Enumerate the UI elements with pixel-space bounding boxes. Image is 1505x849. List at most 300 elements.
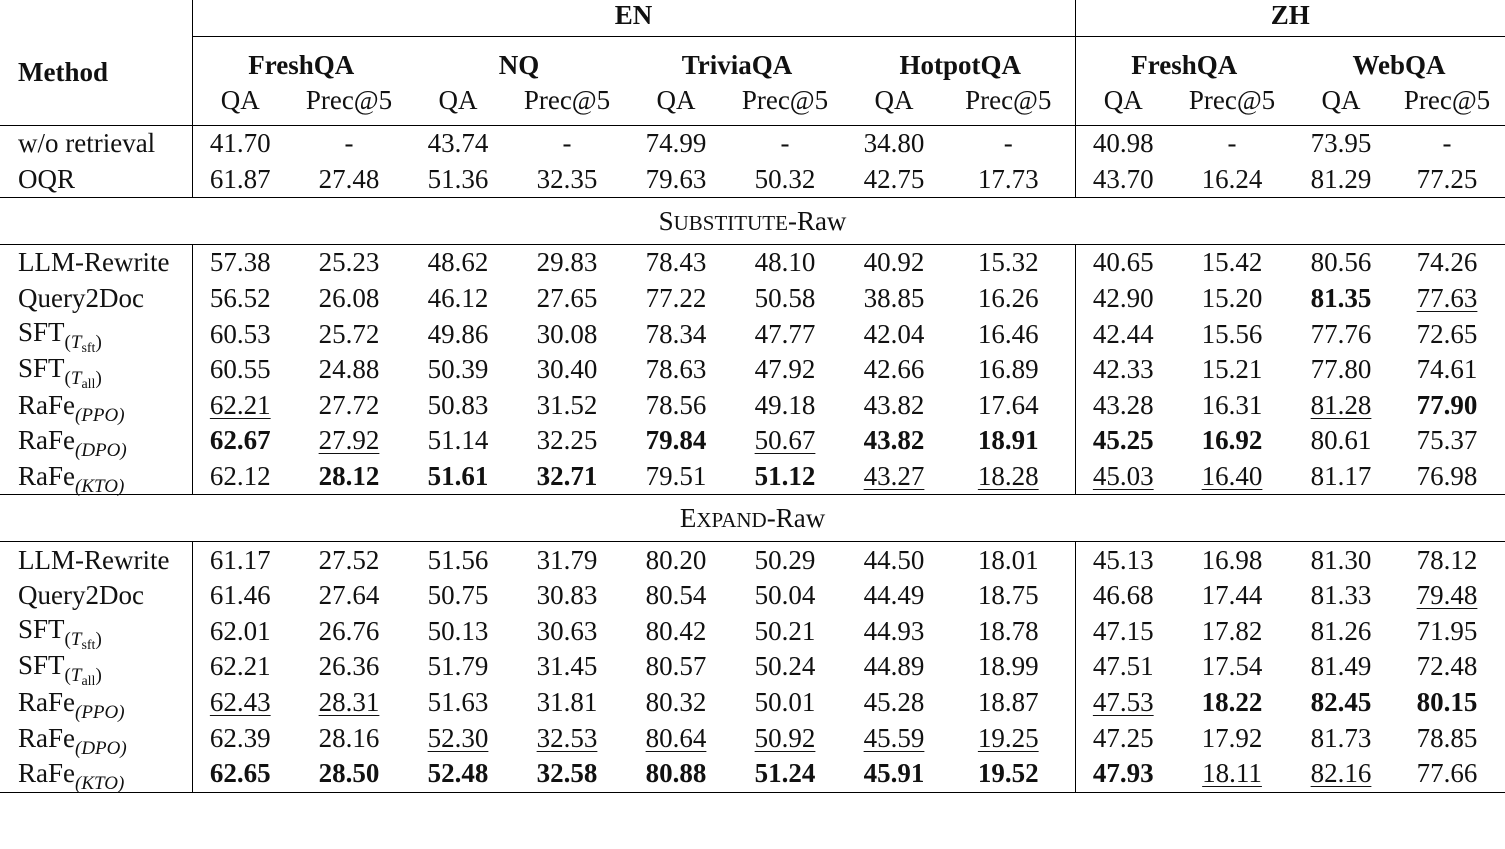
value-text: 43.82 xyxy=(863,389,925,420)
table-row xyxy=(0,614,1505,650)
value-cell xyxy=(846,245,942,281)
value-text: 51.56 xyxy=(427,544,489,575)
table-row xyxy=(0,423,1505,459)
method-name: SFT xyxy=(18,614,65,645)
value-text: 17.54 xyxy=(1201,651,1263,682)
table-row xyxy=(0,352,1505,388)
value-cell xyxy=(1293,316,1389,352)
dataset-label: WebQA xyxy=(1352,49,1446,80)
value-cell xyxy=(288,281,410,317)
method-cell xyxy=(0,126,192,162)
value-cell xyxy=(192,614,288,650)
table-row xyxy=(0,649,1505,685)
value-cell xyxy=(628,649,724,685)
value-text: 82.45 xyxy=(1310,687,1372,718)
method-name: OQR xyxy=(18,163,76,194)
value-text: 28.16 xyxy=(318,722,380,753)
value-text: - xyxy=(344,128,354,159)
value-text: 50.21 xyxy=(754,615,816,646)
value-text: 16.89 xyxy=(977,354,1039,385)
value-text: 81.49 xyxy=(1310,651,1372,682)
metric-header xyxy=(724,81,846,126)
table-row xyxy=(0,126,1505,162)
method-name: SFT xyxy=(18,649,65,680)
metric-header xyxy=(1293,81,1389,126)
value-text: 50.58 xyxy=(754,283,816,314)
value-cell xyxy=(192,126,288,162)
table-row xyxy=(0,162,1505,198)
value-cell xyxy=(846,388,942,424)
value-text: 62.65 xyxy=(209,758,271,789)
value-text: 50.39 xyxy=(427,354,489,385)
value-cell xyxy=(1389,316,1505,352)
value-cell xyxy=(724,459,846,495)
value-text: 24.88 xyxy=(318,354,380,385)
value-text: - xyxy=(1003,128,1013,159)
value-text: 44.50 xyxy=(863,544,925,575)
value-cell xyxy=(1171,685,1293,721)
method-header xyxy=(0,0,192,126)
value-text: 57.38 xyxy=(209,247,271,278)
value-cell xyxy=(410,126,506,162)
value-cell xyxy=(628,162,724,198)
value-cell xyxy=(506,126,628,162)
metric-header xyxy=(1389,81,1505,126)
method-name: RaFe xyxy=(18,425,75,456)
value-text: 45.03 xyxy=(1092,461,1154,492)
value-text: 40.65 xyxy=(1092,247,1154,278)
value-text: 62.67 xyxy=(209,425,271,456)
value-text: 51.12 xyxy=(754,461,816,492)
metric-header xyxy=(192,81,288,126)
value-cell xyxy=(1171,542,1293,578)
value-text: - xyxy=(1227,128,1237,159)
method-cell xyxy=(0,162,192,198)
value-cell xyxy=(628,685,724,721)
method-name: RaFe xyxy=(18,389,75,420)
value-cell xyxy=(1293,388,1389,424)
value-cell xyxy=(192,542,288,578)
value-cell xyxy=(1293,352,1389,388)
value-text: 34.80 xyxy=(863,128,925,159)
value-text: 44.89 xyxy=(863,651,925,682)
method-subscript: (Tall) xyxy=(64,367,102,392)
value-cell xyxy=(1075,459,1171,495)
method-name: LLM-Rewrite xyxy=(18,544,170,575)
value-text: 18.22 xyxy=(1201,687,1263,718)
table-row xyxy=(0,720,1505,756)
value-text: 50.04 xyxy=(754,580,816,611)
method-header-label: Method xyxy=(18,57,108,87)
value-text: 26.76 xyxy=(318,615,380,646)
value-cell xyxy=(192,388,288,424)
table-row xyxy=(0,281,1505,317)
value-cell xyxy=(288,649,410,685)
value-cell xyxy=(288,720,410,756)
subscript-var: T xyxy=(70,664,82,686)
value-text: 51.61 xyxy=(427,461,489,492)
value-cell xyxy=(506,388,628,424)
value-cell xyxy=(1075,649,1171,685)
value-cell xyxy=(1075,756,1171,792)
value-cell xyxy=(942,423,1075,459)
value-text: 31.45 xyxy=(536,651,598,682)
value-text: 16.92 xyxy=(1201,425,1263,456)
value-cell xyxy=(628,281,724,317)
value-cell xyxy=(506,649,628,685)
value-text: 74.26 xyxy=(1416,247,1478,278)
value-text: - xyxy=(1442,128,1452,159)
method-cell xyxy=(0,542,192,578)
value-text: 80.20 xyxy=(645,544,707,575)
value-text: 47.53 xyxy=(1092,687,1154,718)
value-text: 27.72 xyxy=(318,389,380,420)
value-text: 44.93 xyxy=(863,615,925,646)
value-text: 78.63 xyxy=(645,354,707,385)
value-cell xyxy=(1293,423,1389,459)
value-text: 18.99 xyxy=(977,651,1039,682)
value-cell xyxy=(846,162,942,198)
lang-group-en xyxy=(192,0,1075,37)
value-text: 46.68 xyxy=(1092,580,1154,611)
value-cell xyxy=(1389,614,1505,650)
table-row xyxy=(0,316,1505,352)
value-text: 43.70 xyxy=(1092,163,1154,194)
value-cell xyxy=(288,756,410,792)
value-text: 43.27 xyxy=(863,461,925,492)
subscript-index: sft xyxy=(81,638,96,654)
value-cell xyxy=(506,685,628,721)
section-title xyxy=(0,495,1505,542)
value-cell xyxy=(1389,649,1505,685)
value-text: 45.25 xyxy=(1092,425,1154,456)
value-text: 72.48 xyxy=(1416,651,1478,682)
value-text: 49.18 xyxy=(754,389,816,420)
value-cell xyxy=(506,578,628,614)
value-cell xyxy=(1075,245,1171,281)
value-text: 43.28 xyxy=(1092,389,1154,420)
section-title-cap: E xyxy=(679,502,697,533)
method-cell xyxy=(0,245,192,281)
value-text: 42.33 xyxy=(1092,354,1154,385)
value-cell xyxy=(1293,578,1389,614)
value-text: 82.16 xyxy=(1310,758,1372,789)
dataset-header xyxy=(410,37,628,82)
value-text: 17.92 xyxy=(1201,722,1263,753)
section-title-smallcaps: UBSTITUTE xyxy=(673,210,788,235)
value-text: 42.44 xyxy=(1092,318,1154,349)
metric-label: QA xyxy=(874,84,914,115)
value-cell xyxy=(506,423,628,459)
value-cell xyxy=(942,542,1075,578)
section-title-row xyxy=(0,198,1505,245)
lang-group-label: ZH xyxy=(1270,0,1310,30)
value-text: 80.32 xyxy=(645,687,707,718)
value-text: 60.55 xyxy=(209,354,271,385)
method-name: RaFe xyxy=(18,758,75,789)
dataset-header xyxy=(846,37,1075,82)
value-text: 80.61 xyxy=(1310,425,1372,456)
value-cell xyxy=(1389,542,1505,578)
value-text: 29.83 xyxy=(536,247,598,278)
value-text: 40.98 xyxy=(1092,128,1154,159)
value-cell xyxy=(410,578,506,614)
value-cell xyxy=(724,423,846,459)
value-cell xyxy=(410,614,506,650)
value-cell xyxy=(1171,720,1293,756)
value-text: 81.33 xyxy=(1310,580,1372,611)
value-text: 42.75 xyxy=(863,163,925,194)
subscript-index: all xyxy=(81,673,96,689)
value-cell xyxy=(1389,126,1505,162)
value-cell xyxy=(410,388,506,424)
value-cell xyxy=(288,578,410,614)
value-cell xyxy=(724,281,846,317)
value-cell xyxy=(1389,756,1505,792)
value-cell xyxy=(942,281,1075,317)
metric-label: Prec@5 xyxy=(523,84,611,115)
value-cell xyxy=(288,423,410,459)
value-cell xyxy=(1171,281,1293,317)
table-header xyxy=(0,0,1505,126)
value-cell xyxy=(942,578,1075,614)
value-text: 30.83 xyxy=(536,580,598,611)
value-cell xyxy=(628,316,724,352)
value-text: 25.23 xyxy=(318,247,380,278)
value-cell xyxy=(628,614,724,650)
value-text: 47.25 xyxy=(1092,722,1154,753)
value-cell xyxy=(1389,720,1505,756)
value-text: 31.52 xyxy=(536,389,598,420)
value-cell xyxy=(288,316,410,352)
metric-label: QA xyxy=(1321,84,1361,115)
value-text: 62.01 xyxy=(209,615,271,646)
value-text: 50.32 xyxy=(754,163,816,194)
value-text: 15.20 xyxy=(1201,283,1263,314)
value-text: 30.40 xyxy=(536,354,598,385)
value-cell xyxy=(1389,685,1505,721)
value-cell xyxy=(1293,245,1389,281)
value-cell xyxy=(506,614,628,650)
section-title-rest: -Raw xyxy=(787,205,847,236)
value-cell xyxy=(410,162,506,198)
subscript-text: (DPO) xyxy=(75,440,127,462)
value-cell xyxy=(506,756,628,792)
value-cell xyxy=(846,352,942,388)
value-cell xyxy=(1293,126,1389,162)
method-cell xyxy=(0,316,192,357)
value-text: 50.83 xyxy=(427,389,489,420)
metric-header xyxy=(410,81,506,126)
value-cell xyxy=(724,578,846,614)
value-text: 77.63 xyxy=(1416,283,1478,314)
table-row xyxy=(0,578,1505,614)
value-cell xyxy=(628,542,724,578)
value-text: 50.29 xyxy=(754,544,816,575)
value-text: 40.92 xyxy=(863,247,925,278)
method-cell xyxy=(0,459,192,498)
value-text: 51.79 xyxy=(427,651,489,682)
subscript-var: T xyxy=(70,332,82,354)
value-text: 81.28 xyxy=(1310,389,1372,420)
value-cell xyxy=(506,542,628,578)
value-text: 42.66 xyxy=(863,354,925,385)
value-cell xyxy=(724,162,846,198)
value-text: 77.90 xyxy=(1416,389,1478,420)
value-cell xyxy=(846,459,942,495)
value-text: 45.59 xyxy=(863,722,925,753)
value-text: 28.50 xyxy=(318,758,380,789)
value-text: 17.82 xyxy=(1201,615,1263,646)
value-text: 80.57 xyxy=(645,651,707,682)
value-text: 79.84 xyxy=(645,425,707,456)
value-cell xyxy=(628,423,724,459)
value-text: 15.56 xyxy=(1201,318,1263,349)
value-text: 27.52 xyxy=(318,544,380,575)
value-text: 78.43 xyxy=(645,247,707,278)
value-cell xyxy=(1389,459,1505,495)
value-cell xyxy=(288,685,410,721)
value-cell xyxy=(1293,685,1389,721)
value-cell xyxy=(628,578,724,614)
value-cell xyxy=(288,162,410,198)
value-text: 77.25 xyxy=(1416,163,1478,194)
value-cell xyxy=(192,352,288,388)
value-text: 45.13 xyxy=(1092,544,1154,575)
value-text: 73.95 xyxy=(1310,128,1372,159)
value-cell xyxy=(628,459,724,495)
value-cell xyxy=(1389,245,1505,281)
value-cell xyxy=(1293,281,1389,317)
value-cell xyxy=(846,542,942,578)
metric-label: QA xyxy=(656,84,696,115)
value-text: 17.73 xyxy=(977,163,1039,194)
value-cell xyxy=(1389,162,1505,198)
value-cell xyxy=(1171,126,1293,162)
value-text: 45.91 xyxy=(863,758,925,789)
value-text: 79.51 xyxy=(645,461,707,492)
value-cell xyxy=(192,685,288,721)
metric-header xyxy=(628,81,724,126)
dataset-label: FreshQA xyxy=(1131,49,1238,80)
value-cell xyxy=(192,316,288,352)
value-cell xyxy=(628,245,724,281)
method-name: SFT xyxy=(18,352,65,383)
table-row xyxy=(0,459,1505,495)
value-text: 77.76 xyxy=(1310,318,1372,349)
value-text: 18.78 xyxy=(977,615,1039,646)
method-subscript xyxy=(75,440,127,461)
value-cell xyxy=(1075,281,1171,317)
value-text: 18.87 xyxy=(977,687,1039,718)
value-cell xyxy=(1171,245,1293,281)
value-cell xyxy=(724,756,846,792)
value-text: 56.52 xyxy=(209,283,271,314)
table-row xyxy=(0,245,1505,281)
value-cell xyxy=(1075,578,1171,614)
value-text: 71.95 xyxy=(1416,615,1478,646)
value-cell xyxy=(506,281,628,317)
method-cell xyxy=(0,352,192,392)
lang-group-label: EN xyxy=(614,0,653,30)
value-cell xyxy=(506,316,628,352)
value-cell xyxy=(628,352,724,388)
value-cell xyxy=(724,614,846,650)
value-cell xyxy=(410,720,506,756)
header-dataset-row xyxy=(0,37,1505,82)
value-cell xyxy=(1075,685,1171,721)
value-text: 47.93 xyxy=(1092,758,1154,789)
value-cell xyxy=(1171,459,1293,495)
method-subscript: (Tsft) xyxy=(64,629,102,654)
method-cell xyxy=(0,388,192,424)
value-text: 50.92 xyxy=(754,722,816,753)
subscript-index: sft xyxy=(81,341,96,357)
value-text: 16.24 xyxy=(1201,163,1263,194)
value-text: 16.26 xyxy=(977,283,1039,314)
value-cell xyxy=(846,756,942,792)
value-text: 18.01 xyxy=(977,544,1039,575)
subscript-text: (KTO) xyxy=(75,476,125,498)
value-text: 27.65 xyxy=(536,283,598,314)
value-cell xyxy=(1075,614,1171,650)
value-cell xyxy=(1171,162,1293,198)
value-text: 43.82 xyxy=(863,425,925,456)
value-text: 28.12 xyxy=(318,461,380,492)
value-cell xyxy=(846,720,942,756)
value-text: 62.39 xyxy=(209,722,271,753)
value-cell xyxy=(628,720,724,756)
value-cell xyxy=(1389,352,1505,388)
value-text: 32.58 xyxy=(536,758,598,789)
value-cell xyxy=(410,245,506,281)
method-name: SFT xyxy=(18,317,65,348)
value-cell xyxy=(628,756,724,792)
value-text: 81.73 xyxy=(1310,722,1372,753)
value-cell xyxy=(1293,162,1389,198)
value-text: 77.22 xyxy=(645,283,707,314)
value-cell xyxy=(846,649,942,685)
value-cell xyxy=(192,578,288,614)
metric-label: Prec@5 xyxy=(305,84,393,115)
method-cell xyxy=(0,720,192,759)
subscript-text: (PPO) xyxy=(75,404,125,426)
value-text: 16.31 xyxy=(1201,389,1263,420)
value-text: 32.25 xyxy=(536,425,598,456)
value-cell xyxy=(410,756,506,792)
value-text: 32.35 xyxy=(536,163,598,194)
value-cell xyxy=(1171,756,1293,792)
value-cell xyxy=(1293,459,1389,495)
value-text: 81.17 xyxy=(1310,461,1372,492)
value-text: 50.01 xyxy=(754,687,816,718)
value-text: 52.48 xyxy=(427,758,489,789)
value-text: 30.08 xyxy=(536,318,598,349)
value-cell xyxy=(1075,542,1171,578)
value-cell xyxy=(724,316,846,352)
value-cell xyxy=(1075,423,1171,459)
value-text: 27.48 xyxy=(318,163,380,194)
value-cell xyxy=(1171,423,1293,459)
value-cell xyxy=(410,423,506,459)
value-text: 38.85 xyxy=(863,283,925,314)
metric-header xyxy=(506,81,628,126)
value-text: 16.40 xyxy=(1201,461,1263,492)
method-cell xyxy=(0,578,192,614)
value-cell xyxy=(1389,423,1505,459)
value-text: 32.53 xyxy=(536,722,598,753)
value-text: 78.12 xyxy=(1416,544,1478,575)
